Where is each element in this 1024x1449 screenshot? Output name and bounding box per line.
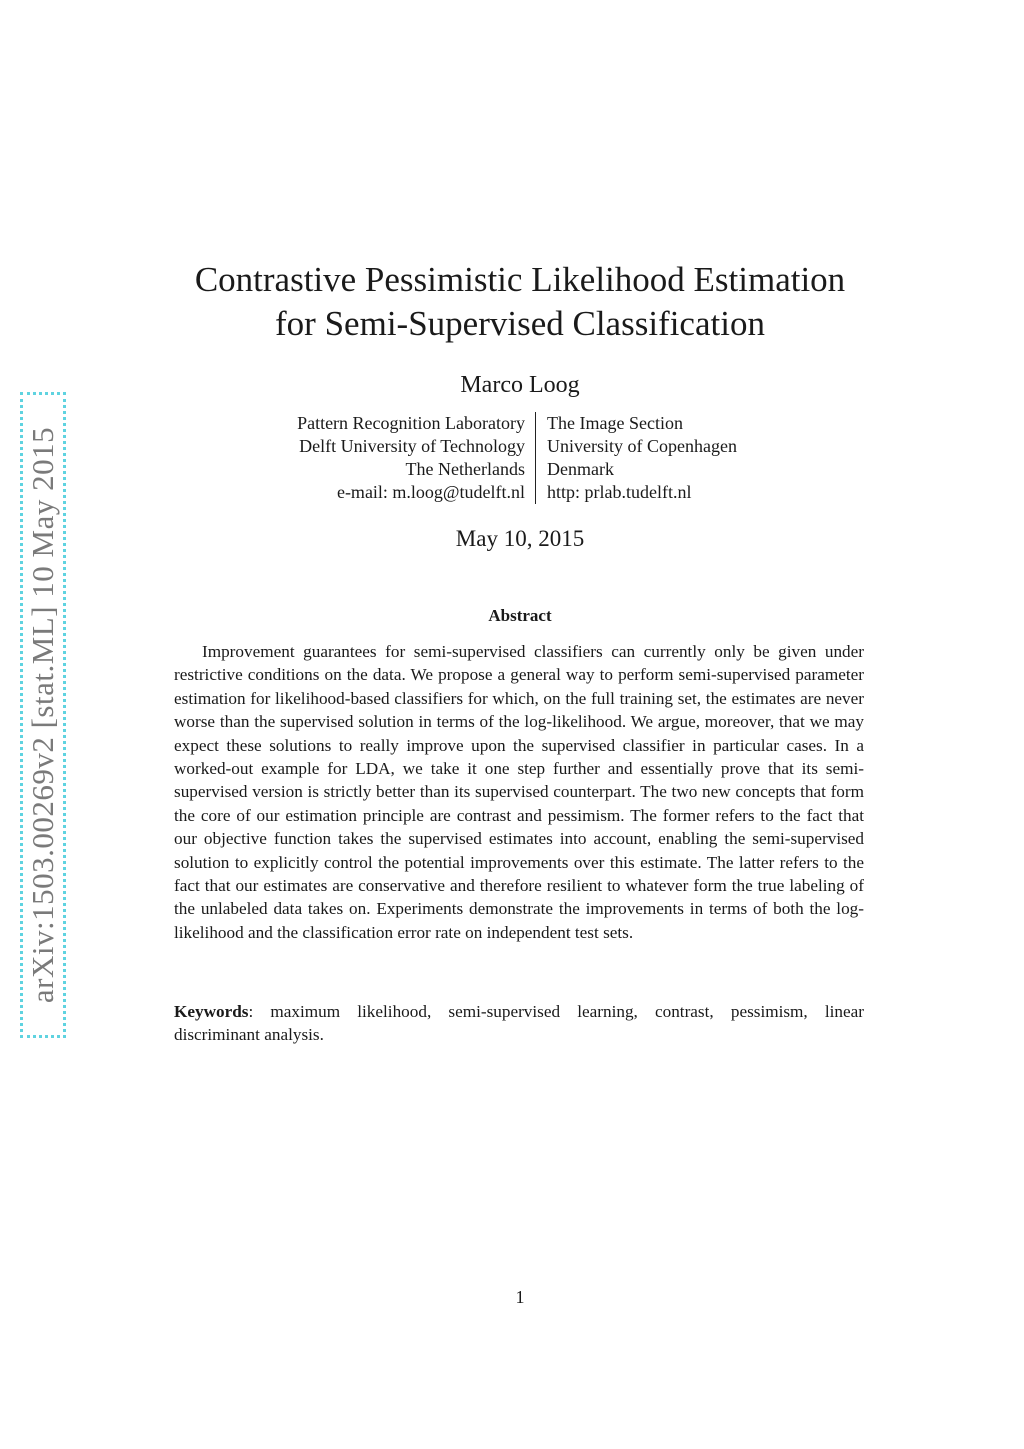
affiliation-left-email: e-mail: m.loog@tudelft.nl — [336, 482, 525, 502]
affiliation-right-line: The Image Section — [547, 413, 683, 433]
author-name: Marco Loog — [460, 372, 580, 398]
arxiv-stamp-text: arXiv:1503.00269v2 [stat.ML] 10 May 2015 — [25, 426, 60, 1004]
affiliation-right-line: Denmark — [547, 459, 614, 479]
affiliation-left-line: Pattern Recognition Laboratory — [297, 413, 525, 433]
abstract-heading: Abstract — [488, 606, 552, 625]
paper-date: May 10, 2015 — [455, 526, 585, 551]
affiliation-left-line: Delft University of Technology — [299, 436, 525, 456]
keywords — [174, 1000, 864, 1047]
page-number: 1 — [515, 1287, 525, 1307]
affiliation-right-line: University of Copenhagen — [547, 436, 737, 456]
affiliation-left — [200, 412, 536, 504]
affiliation-right-url: http: prlab.tudelft.nl — [547, 482, 692, 502]
affiliation-left-line: The Netherlands — [405, 459, 525, 479]
paper-title — [120, 258, 920, 346]
keywords-label: Keywords — [174, 1002, 249, 1021]
abstract-body: Improvement guarantees for semi-supervised classifiers can currently only be given under restrictive conditions on the data. We propose a general way to perform semi-supervised parameter estimation for likelihood-based classifiers for which, on the full training set, the estimates are never worse than the supervised solution in terms of the log-likelihood. We argue, moreover, that we may expect these solutions to really improve upon the supervised classifier in particular cases. In a worked-out example for LDA, we take it one step further and essentially prove that its semi-supervised version is strictly better than its supervised counterpart. The two new concepts that form the core of our estimation principle are contrast and pessimism. The former refers to the fact that our objective function takes the supervised estimates into account, enabling the semi-supervised solution to explicitly control the potential improvements over this estimate. The latter refers to the fact that our estimates are conservative and therefore resilient to whatever form the true labeling of the unlabeled data takes on. Experiments demonstrate the improvements in terms of both the log-likelihood and the classification error rate on independent test sets. — [174, 642, 864, 942]
affiliations — [200, 412, 840, 504]
affiliation-right — [536, 412, 737, 504]
title-line-1: Contrastive Pessimistic Likelihood Estimation — [194, 260, 846, 299]
title-line-2: for Semi-Supervised Classification — [275, 304, 765, 343]
arxiv-stamp — [20, 392, 66, 1038]
keywords-text: : maximum likelihood, semi-supervised learning, contrast, pessimism, linear discriminant analysis. — [174, 1002, 864, 1045]
